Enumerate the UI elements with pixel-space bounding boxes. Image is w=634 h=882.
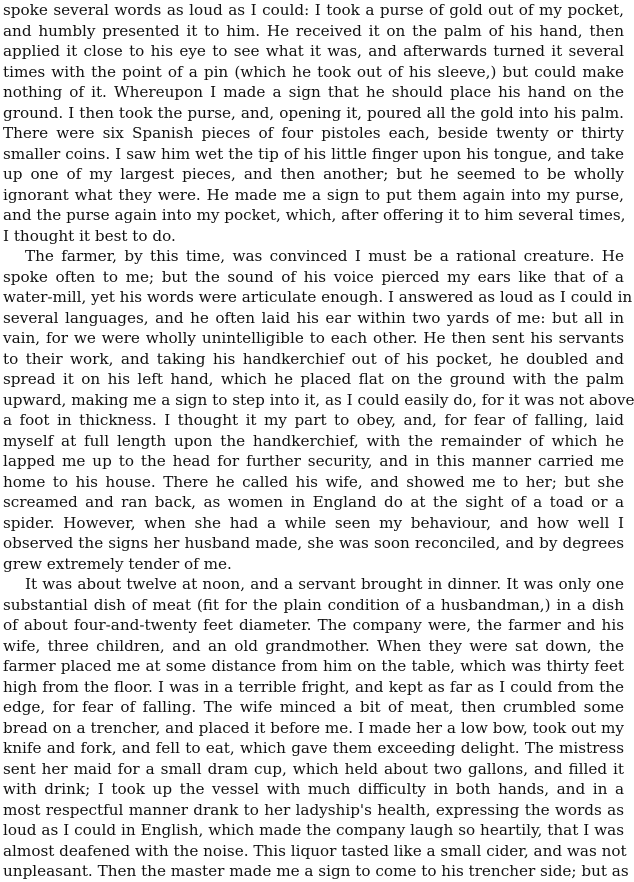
text-line: and humbly presented it to him. He received it on the palm of his hand, then xyxy=(3,21,624,40)
text-line: ignorant what they were. He made me a sign to put them again into my purse, xyxy=(3,185,624,204)
text-line: spoke often to me; but the sound of his voice pierced my ears like that of a xyxy=(3,267,624,286)
paragraph-purse xyxy=(3,0,624,246)
text-line: and the purse again into my pocket, which, after offering it to him several times, xyxy=(3,206,626,224)
text-line: nothing of it. Whereupon I made a sign that he should place his hand on the xyxy=(3,83,624,101)
text-line: water-mill, yet his words were articulate enough. I answered as loud as I could in xyxy=(3,288,633,306)
text-line: lapped me up to the head for further security, and in this manner carried me xyxy=(3,452,624,470)
text-line: grew extremely tender of me. xyxy=(3,554,232,573)
text-line: knife and fork, and fell to eat, which gave them exceeding delight. The mistress xyxy=(3,739,624,757)
text-line: It was about twelve at noon, and a servant brought in dinner. It was only one xyxy=(25,575,624,593)
paragraph-farmer xyxy=(3,246,634,574)
text-line: edge, for fear of falling. The wife minced a bit of meat, then crumbled some xyxy=(3,698,624,716)
text-line: farmer placed me at some distance from him on the table, which was thirty feet xyxy=(3,657,624,675)
text-line: of about four-and-twenty feet diameter. The company were, the farmer and his xyxy=(3,616,624,634)
text-line: high from the floor. I was in a terrible fright, and kept as far as I could from the xyxy=(3,677,624,696)
text-line: wife, three children, and an old grandmother. When they were sat down, the xyxy=(3,636,624,655)
text-line: most respectful manner drank to her ladyship's health, expressing the words as xyxy=(3,800,624,819)
text-line: screamed and ran back, as women in England do at the sight of a toad or a xyxy=(3,493,624,511)
text-line: a foot in thickness. I thought it my part to obey, and, for fear of falling, laid xyxy=(3,411,624,429)
text-line: times with the point of a pin (which he took out of his sleeve,) but could make xyxy=(3,62,624,81)
text-line: several languages, and he often laid his ear within two yards of me: but all in xyxy=(3,308,624,327)
text-line: home to his house. There he called his wife, and showed me to her; but she xyxy=(3,472,624,491)
text-line: ground. I then took the purse, and, opening it, poured all the gold into his palm. xyxy=(3,103,624,122)
text-line: smaller coins. I saw him wet the tip of his little finger upon his tongue, and take xyxy=(3,144,624,163)
text-line: vain, for we were wholly unintelligible to each other. He then sent his servants xyxy=(3,329,624,347)
text-line: up one of my largest pieces, and then another; but he seemed to be wholly xyxy=(3,165,624,183)
text-line: observed the signs her husband made, she was soon reconciled, and by degrees xyxy=(3,534,624,552)
text-line: myself at full length upon the handkerchief, with the remainder of which he xyxy=(3,431,624,450)
text-line: substantial dish of meat (fit for the plain condition of a husbandman,) in a dish xyxy=(3,595,624,614)
text-line: loud as I could in English, which made the company laugh so heartily, that I was xyxy=(3,821,624,839)
text-line: spoke several words as loud as I could: I took a purse of gold out of my pocket, xyxy=(3,1,624,19)
text-line: bread on a trencher, and placed it before me. I made her a low bow, took out my xyxy=(3,718,624,737)
text-line: almost deafened with the noise. This liquor tasted like a small cider, and was not xyxy=(3,841,627,860)
text-line: with drink; I took up the vessel with much difficulty in both hands, and in a xyxy=(3,780,624,798)
text-line: spider. However, when she had a while seen my behaviour, and how well I xyxy=(3,513,624,532)
text-line: unpleasant. Then the master made me a sign to come to his trencher side; but as xyxy=(3,862,629,880)
text-line: upward, making me a sign to step into it, as I could easily do, for it was not above xyxy=(3,390,634,409)
text-line: spread it on his left hand, which he placed flat on the ground with the palm xyxy=(3,370,624,388)
text-line: to their work, and taking his handkerchief out of his pocket, he doubled and xyxy=(3,349,624,368)
text-line: applied it close to his eye to see what it was, and afterwards turned it several xyxy=(3,42,624,60)
paragraph-dinner xyxy=(3,574,629,882)
text-line: sent her maid for a small dram cup, which held about two gallons, and filled it xyxy=(3,759,624,778)
text-line: The farmer, by this time, was convinced I must be a rational creature. He xyxy=(25,247,624,265)
text-line: I thought it best to do. xyxy=(3,226,176,245)
text-line: There were six Spanish pieces of four pistoles each, beside twenty or thirty xyxy=(3,124,624,142)
